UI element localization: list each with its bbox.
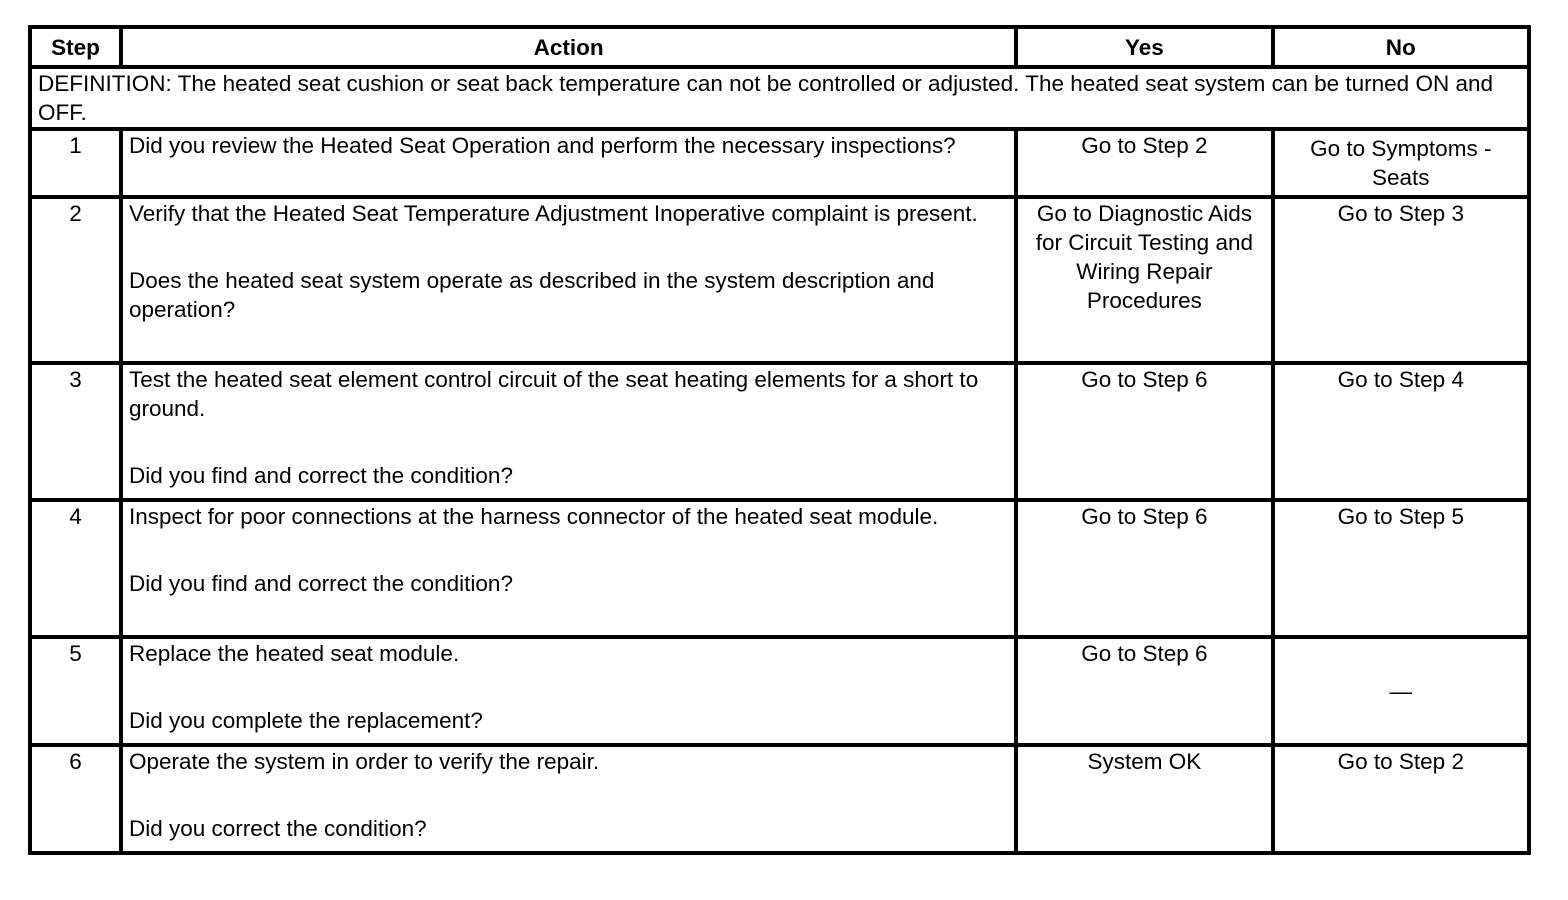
header-row bbox=[30, 27, 1529, 67]
step-number: 4 bbox=[30, 500, 121, 637]
yes-cell: Go to Step 2 bbox=[1016, 129, 1272, 197]
definition-text: DEFINITION: The heated seat cushion or seat back temperature can not be controlled or adjusted. The heated seat system can be turned ON and OFF. bbox=[30, 67, 1529, 129]
diagnostic-table bbox=[28, 25, 1531, 855]
header-step: Step bbox=[30, 27, 121, 67]
table-row bbox=[30, 500, 1529, 637]
no-cell: — bbox=[1273, 637, 1529, 745]
action-cell bbox=[121, 637, 1016, 745]
no-cell: Go to Step 5 bbox=[1273, 500, 1529, 637]
action-question: Did you complete the replacement? bbox=[128, 708, 483, 733]
no-cell: Go to Step 4 bbox=[1273, 363, 1529, 500]
action-question: Did you correct the condition? bbox=[128, 816, 427, 841]
action-main: Did you review the Heated Seat Operation and perform the necessary inspections? bbox=[128, 133, 956, 158]
step-number: 6 bbox=[30, 745, 121, 853]
action-main: Inspect for poor connections at the harness connector of the heated seat module. bbox=[128, 504, 939, 529]
step-number: 3 bbox=[30, 363, 121, 500]
no-cell: Go to Symptoms - Seats bbox=[1273, 129, 1529, 197]
action-cell bbox=[121, 129, 1016, 197]
table-row bbox=[30, 745, 1529, 853]
step-number: 2 bbox=[30, 197, 121, 363]
yes-cell: Go to Step 6 bbox=[1016, 363, 1272, 500]
header-action: Action bbox=[121, 27, 1016, 67]
definition-row bbox=[30, 67, 1529, 129]
yes-cell: Go to Step 6 bbox=[1016, 637, 1272, 745]
table-row bbox=[30, 197, 1529, 363]
table-row bbox=[30, 363, 1529, 500]
action-cell bbox=[121, 745, 1016, 853]
action-main: Test the heated seat element control circuit of the seat heating elements for a short to ground. bbox=[128, 367, 979, 421]
yes-cell: System OK bbox=[1016, 745, 1272, 853]
action-question: Did you find and correct the condition? bbox=[128, 571, 513, 596]
action-main: Replace the heated seat module. bbox=[128, 641, 460, 666]
action-cell bbox=[121, 197, 1016, 363]
header-yes: Yes bbox=[1016, 27, 1272, 67]
step-number: 1 bbox=[30, 129, 121, 197]
action-main: Operate the system in order to verify the repair. bbox=[128, 749, 600, 774]
action-cell bbox=[121, 363, 1016, 500]
header-no: No bbox=[1273, 27, 1529, 67]
yes-cell: Go to Diagnostic Aids for Circuit Testing and Wiring Repair Procedures bbox=[1016, 197, 1272, 363]
action-main: Verify that the Heated Seat Temperature Adjustment Inoperative complaint is present. bbox=[128, 201, 978, 226]
action-question: Did you find and correct the condition? bbox=[128, 463, 513, 488]
no-cell: Go to Step 3 bbox=[1273, 197, 1529, 363]
yes-cell: Go to Step 6 bbox=[1016, 500, 1272, 637]
table-row bbox=[30, 129, 1529, 197]
table-row bbox=[30, 637, 1529, 745]
action-question: Does the heated seat system operate as described in the system description and operation? bbox=[128, 268, 935, 322]
action-cell bbox=[121, 500, 1016, 637]
no-cell: Go to Step 2 bbox=[1273, 745, 1529, 853]
step-number: 5 bbox=[30, 637, 121, 745]
